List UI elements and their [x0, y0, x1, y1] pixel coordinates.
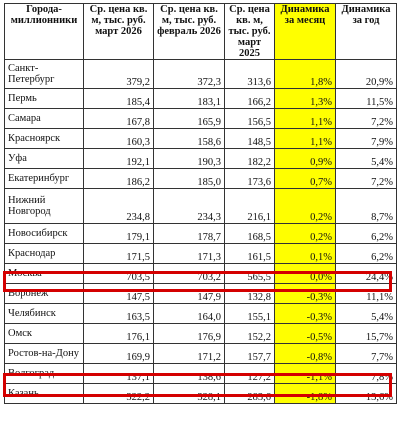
table-row — [5, 109, 397, 129]
cell-price-feb-2026: 234,3 — [154, 189, 225, 224]
cell-dynamics-year: 11,1% — [336, 284, 397, 304]
cell-city: Воронеж — [5, 284, 84, 304]
table-row — [5, 89, 397, 109]
cell-price-feb-2026: 165,9 — [154, 109, 225, 129]
cell-price-mar-2025: 283,6 — [225, 384, 275, 404]
cell-price-feb-2026: 703,2 — [154, 264, 225, 284]
cell-price-mar-2026: 192,1 — [84, 149, 154, 169]
cell-city: Казань — [5, 384, 84, 404]
cell-price-mar-2025: 155,1 — [225, 304, 275, 324]
cell-price-mar-2026: 160,3 — [84, 129, 154, 149]
cell-city: Москва — [5, 264, 84, 284]
cell-city: Пермь — [5, 89, 84, 109]
cell-price-feb-2026: 328,1 — [154, 384, 225, 404]
cell-dynamics-year: 7,2% — [336, 169, 397, 189]
cell-dynamics-month: 0,9% — [275, 149, 336, 169]
cell-dynamics-year: 20,9% — [336, 60, 397, 89]
cell-city: Новосибирск — [5, 224, 84, 244]
cell-city: Екатеринбург — [5, 169, 84, 189]
table-row — [5, 129, 397, 149]
cell-dynamics-year: 7,9% — [336, 129, 397, 149]
cell-city: Уфа — [5, 149, 84, 169]
cell-price-mar-2026: 703,5 — [84, 264, 154, 284]
cell-dynamics-month: 1,1% — [275, 129, 336, 149]
cell-price-mar-2025: 157,7 — [225, 344, 275, 364]
cell-price-feb-2026: 178,7 — [154, 224, 225, 244]
cell-dynamics-year: 15,7% — [336, 324, 397, 344]
cell-price-mar-2026: 167,8 — [84, 109, 154, 129]
table-row — [5, 384, 397, 404]
cell-price-mar-2025: 166,2 — [225, 89, 275, 109]
cell-dynamics-month: 0,0% — [275, 264, 336, 284]
table-row — [5, 149, 397, 169]
cell-price-feb-2026: 158,6 — [154, 129, 225, 149]
cell-price-feb-2026: 185,0 — [154, 169, 225, 189]
cell-price-mar-2026: 186,2 — [84, 169, 154, 189]
header-dynamics-month: Динамика за месяц — [275, 4, 336, 60]
cell-city: Нижний Новгород — [5, 189, 84, 224]
cell-dynamics-year: 5,4% — [336, 149, 397, 169]
cell-price-mar-2026: 137,1 — [84, 364, 154, 384]
header-dynamics-year: Динамика за год — [336, 4, 397, 60]
table-header — [5, 4, 397, 60]
cell-dynamics-year: 8,7% — [336, 189, 397, 224]
cell-price-mar-2026: 322,2 — [84, 384, 154, 404]
cell-price-mar-2025: 156,5 — [225, 109, 275, 129]
table-row — [5, 304, 397, 324]
cell-dynamics-year: 6,2% — [336, 224, 397, 244]
cell-price-mar-2025: 132,8 — [225, 284, 275, 304]
header-city: Города-миллионники — [5, 4, 84, 60]
cell-dynamics-month: 0,2% — [275, 224, 336, 244]
cell-price-mar-2025: 168,5 — [225, 224, 275, 244]
cell-dynamics-year: 7,8% — [336, 364, 397, 384]
table-row — [5, 264, 397, 284]
cell-price-feb-2026: 171,2 — [154, 344, 225, 364]
cell-price-mar-2026: 147,5 — [84, 284, 154, 304]
cell-price-mar-2025: 182,2 — [225, 149, 275, 169]
cell-price-feb-2026: 147,9 — [154, 284, 225, 304]
cell-city: Волгоград — [5, 364, 84, 384]
cell-city: Челябинск — [5, 304, 84, 324]
cell-dynamics-month: 1,8% — [275, 60, 336, 89]
cell-price-mar-2025: 565,5 — [225, 264, 275, 284]
cell-dynamics-month: 1,3% — [275, 89, 336, 109]
cell-city: Ростов-на-Дону — [5, 344, 84, 364]
cell-price-feb-2026: 190,3 — [154, 149, 225, 169]
cell-city: Омск — [5, 324, 84, 344]
cell-city: Краснодар — [5, 244, 84, 264]
cell-price-feb-2026: 176,9 — [154, 324, 225, 344]
table-row — [5, 364, 397, 384]
table-row — [5, 284, 397, 304]
cell-price-feb-2026: 138,6 — [154, 364, 225, 384]
cell-price-mar-2026: 185,4 — [84, 89, 154, 109]
table-row — [5, 189, 397, 224]
header-price-mar-2026: Ср. цена кв. м, тыс. руб. март 2026 — [84, 4, 154, 60]
table-row — [5, 344, 397, 364]
header-price-feb-2026: Ср. цена кв. м, тыс. руб. февраль 2026 — [154, 4, 225, 60]
cell-price-mar-2025: 161,5 — [225, 244, 275, 264]
cell-city: Красноярск — [5, 129, 84, 149]
cell-dynamics-year: 5,4% — [336, 304, 397, 324]
cell-dynamics-year: 13,6% — [336, 384, 397, 404]
table-row — [5, 224, 397, 244]
cell-city: Самара — [5, 109, 84, 129]
cell-price-mar-2026: 234,8 — [84, 189, 154, 224]
cell-city: Санкт-Петербург — [5, 60, 84, 89]
cell-dynamics-month: -0,5% — [275, 324, 336, 344]
cell-dynamics-year: 7,7% — [336, 344, 397, 364]
cell-price-mar-2026: 176,1 — [84, 324, 154, 344]
cell-dynamics-month: 0,7% — [275, 169, 336, 189]
cell-dynamics-year: 6,2% — [336, 244, 397, 264]
cell-price-mar-2026: 171,5 — [84, 244, 154, 264]
cell-dynamics-month: -0,3% — [275, 304, 336, 324]
cell-dynamics-month: -1,1% — [275, 364, 336, 384]
cell-price-mar-2025: 173,6 — [225, 169, 275, 189]
cell-dynamics-year: 11,5% — [336, 89, 397, 109]
table-row — [5, 169, 397, 189]
cell-price-mar-2026: 169,9 — [84, 344, 154, 364]
cell-price-mar-2025: 152,2 — [225, 324, 275, 344]
cell-dynamics-month: -1,8% — [275, 384, 336, 404]
cell-price-mar-2025: 216,1 — [225, 189, 275, 224]
cell-price-feb-2026: 164,0 — [154, 304, 225, 324]
cell-dynamics-year: 7,2% — [336, 109, 397, 129]
table-row — [5, 324, 397, 344]
cell-price-mar-2025: 127,2 — [225, 364, 275, 384]
table-body — [5, 60, 397, 404]
city-price-table — [4, 3, 397, 404]
cell-dynamics-month: -0,8% — [275, 344, 336, 364]
cell-price-feb-2026: 372,3 — [154, 60, 225, 89]
cell-dynamics-month: 0,2% — [275, 189, 336, 224]
cell-dynamics-year: 24,4% — [336, 264, 397, 284]
cell-price-mar-2026: 179,1 — [84, 224, 154, 244]
cell-price-mar-2026: 379,2 — [84, 60, 154, 89]
cell-price-feb-2026: 183,1 — [154, 89, 225, 109]
table-row — [5, 60, 397, 89]
cell-dynamics-month: -0,3% — [275, 284, 336, 304]
cell-dynamics-month: 0,1% — [275, 244, 336, 264]
cell-price-mar-2025: 313,6 — [225, 60, 275, 89]
cell-dynamics-month: 1,1% — [275, 109, 336, 129]
cell-price-feb-2026: 171,3 — [154, 244, 225, 264]
header-price-mar-2025: Ср. цена кв. м, тыс. руб. март 2025 — [225, 4, 275, 60]
cell-price-mar-2025: 148,5 — [225, 129, 275, 149]
cell-price-mar-2026: 163,5 — [84, 304, 154, 324]
table-row — [5, 244, 397, 264]
